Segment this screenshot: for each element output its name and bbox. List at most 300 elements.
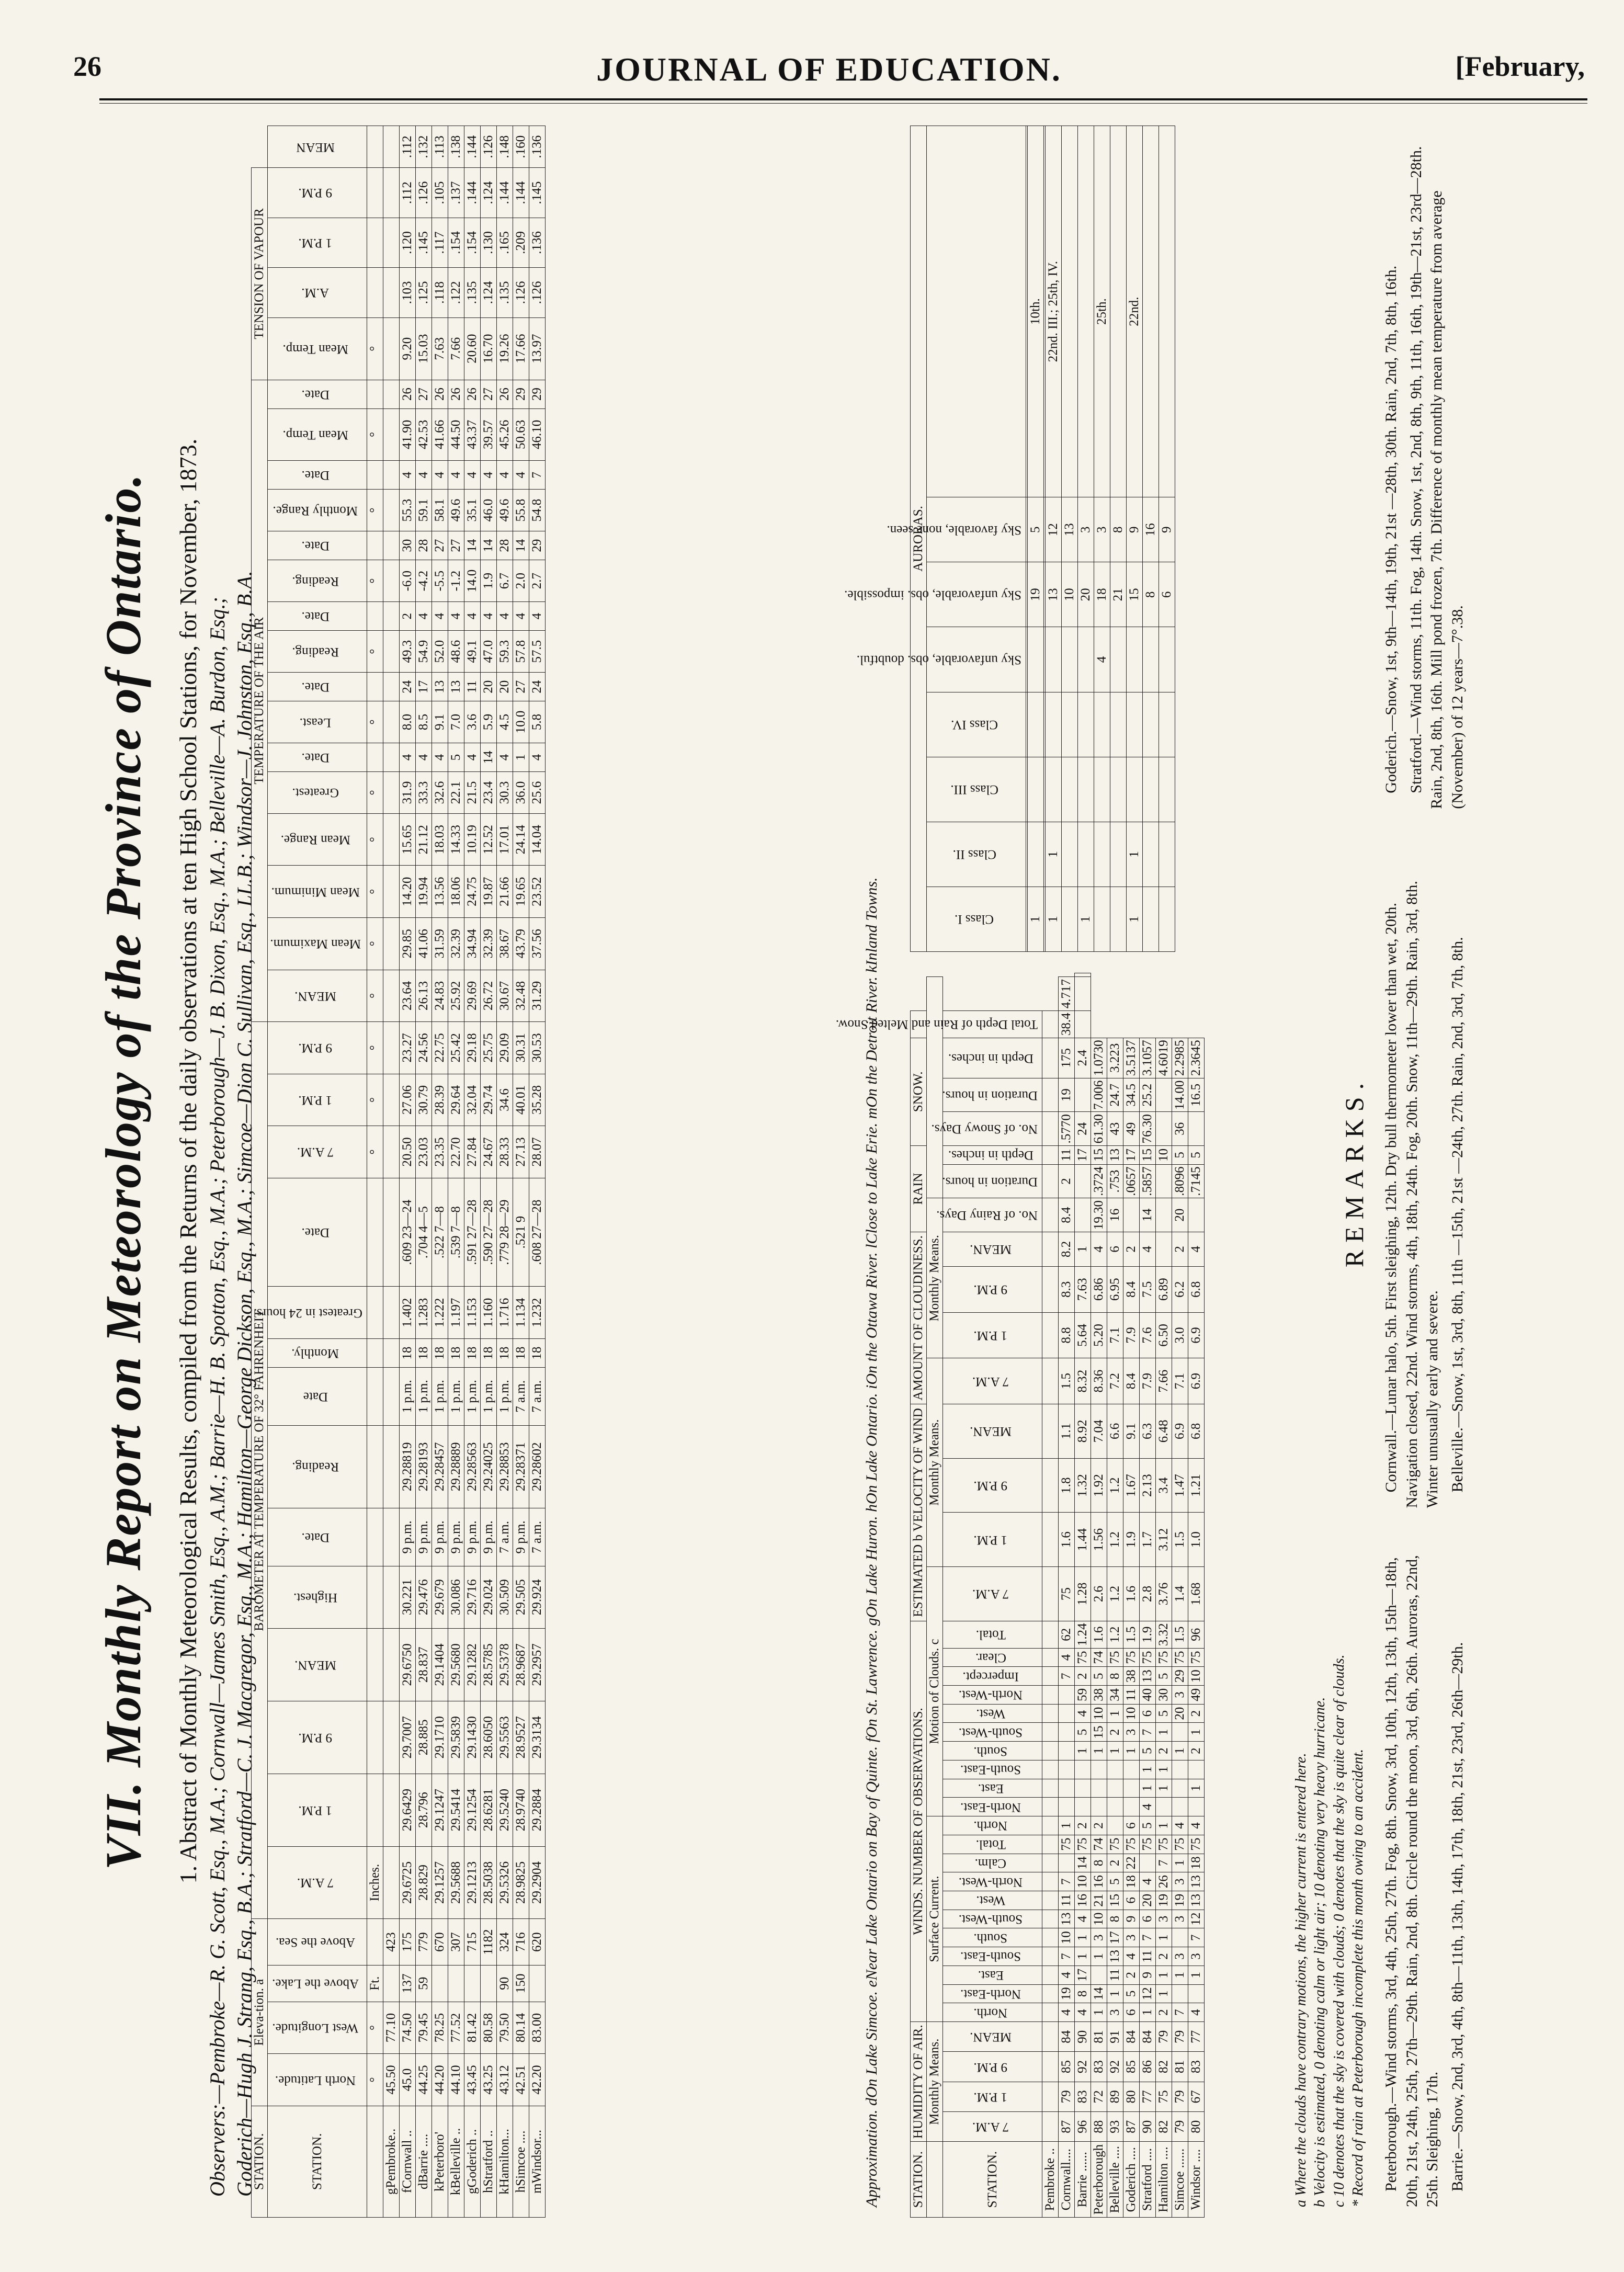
aurora-cell xyxy=(1110,627,1127,692)
upper-cell xyxy=(383,1628,400,1701)
upper-col-header xyxy=(268,1178,367,1287)
lower-cell: 84 xyxy=(1140,2022,1156,2052)
lower-cell: 10 xyxy=(1156,1146,1172,1165)
upper-col-header xyxy=(268,1425,367,1508)
upper-cell xyxy=(383,1022,400,1074)
lower-cell: 4 xyxy=(1059,1648,1075,1667)
upper-cell: 40.01 xyxy=(513,1074,529,1126)
lower-cell: 75 xyxy=(1107,1648,1123,1667)
lower-cell: 1.32 xyxy=(1075,1458,1091,1513)
lower-cell: 80 xyxy=(1123,2082,1140,2111)
lower-cell: 7 xyxy=(1156,1854,1172,1872)
upper-col-header xyxy=(268,1919,367,1965)
upper-cell: 10.19 xyxy=(464,813,481,866)
upper-col-header xyxy=(268,1566,367,1628)
lower-col-label: MEAN. xyxy=(970,1424,1012,1439)
lower-col-header xyxy=(943,1404,1042,1459)
lower-cell: 7 xyxy=(1140,1723,1156,1742)
lower-col-label: West. xyxy=(976,1893,1005,1908)
upper-col-header xyxy=(268,1508,367,1566)
aurora-row xyxy=(1028,126,1044,952)
lower-col-header xyxy=(943,1854,1042,1872)
aurora-row xyxy=(1143,126,1159,952)
lower-cell: 19 xyxy=(1172,1891,1188,1910)
upper-row xyxy=(416,126,432,2218)
lower-cell: 86 xyxy=(1140,2052,1156,2082)
lower-cell: 7.2 xyxy=(1107,1358,1123,1404)
aurora-col-label: Class III. xyxy=(950,782,998,797)
upper-cell xyxy=(383,631,400,673)
upper-cell: .126 xyxy=(529,268,546,317)
upper-cell: 1.283 xyxy=(416,1287,432,1339)
upper-cell: 4 xyxy=(529,602,546,631)
lower-cell: 1.2 xyxy=(1107,1513,1123,1567)
lower-group-header: ESTIMATED b VELOCITY OF WIND xyxy=(911,1404,927,1621)
lower-cell: 1.5 xyxy=(1123,1621,1140,1648)
lower-cell: 79 xyxy=(1059,2082,1075,2111)
upper-cell: .136 xyxy=(529,218,546,267)
lower-cell: 4 xyxy=(1059,2003,1075,2022)
upper-cell xyxy=(383,918,400,970)
aurora-cell xyxy=(1062,887,1078,951)
upper-cell: 27 xyxy=(432,531,448,560)
upper-units-cell: ° xyxy=(367,2054,383,2106)
lower-cell: 2.4 xyxy=(1075,1038,1091,1078)
upper-cell: 4 xyxy=(400,461,416,490)
upper-col-label: 1 P.M. xyxy=(298,235,333,250)
lower-cell: .753 xyxy=(1107,1164,1123,1198)
lower-col-header xyxy=(943,1232,1042,1266)
upper-cell: .209 xyxy=(513,218,529,267)
upper-cell: 18 xyxy=(513,1339,529,1368)
aurora-col-label: Sky unfavorable, obs. doubtful. xyxy=(856,653,1021,667)
upper-cell: .144 xyxy=(513,168,529,218)
upper-cell: 29.6750 xyxy=(400,1628,416,1701)
lower-col-header xyxy=(943,2052,1042,2082)
lower-cell: 5 xyxy=(1091,1667,1107,1686)
upper-header-row xyxy=(268,126,367,2218)
lower-cell xyxy=(1042,1966,1059,1984)
upper-cell: 18 xyxy=(497,1339,513,1368)
upper-cell: 21.5 xyxy=(464,772,481,814)
aurora-date-cell xyxy=(1159,126,1175,497)
upper-cell xyxy=(383,1508,400,1566)
lower-cell xyxy=(1172,1984,1188,2003)
upper-cell: 24.67 xyxy=(481,1126,497,1178)
lower-cell: 2 xyxy=(1156,2003,1172,2022)
lower-cell: 5.64 xyxy=(1075,1312,1091,1358)
lower-col-label: 9 P.M. xyxy=(973,1479,1008,1493)
upper-cell: 27.84 xyxy=(464,1126,481,1178)
upper-units-cell xyxy=(367,2106,383,2217)
lower-cell: 8.92 xyxy=(1075,1404,1091,1459)
upper-units-cell xyxy=(367,218,383,267)
upper-cell: 29.5563 xyxy=(497,1701,513,1774)
aurora-cell: 19 xyxy=(1028,562,1044,627)
aurora-cell xyxy=(1094,887,1110,951)
upper-col-header xyxy=(268,673,367,701)
lower-cell: 4 xyxy=(1172,1816,1188,1835)
upper-cell: 1.402 xyxy=(400,1287,416,1339)
upper-cell: 45.0 xyxy=(400,2054,416,2106)
lower-cell: 83 xyxy=(1091,2052,1107,2082)
aurora-cell xyxy=(1143,887,1159,951)
lower-station-cell: Pembroke .. xyxy=(1042,2142,1059,2218)
lower-cell: 79 xyxy=(1172,2022,1188,2052)
lower-cell: 75 xyxy=(1188,1835,1205,1854)
upper-station-cell: hSimcoe .... xyxy=(513,2106,529,2217)
upper-units-row xyxy=(367,126,383,2218)
upper-col-header xyxy=(268,380,367,408)
upper-units-cell xyxy=(367,673,383,701)
lower-cell: 17 xyxy=(1107,1928,1123,1947)
lower-cell: 2 xyxy=(1091,1816,1107,1835)
lower-col-label: South-East. xyxy=(960,1949,1021,1964)
lower-cell: 1 xyxy=(1091,1947,1107,1966)
upper-cell: .122 xyxy=(448,268,464,317)
upper-cell: 7.66 xyxy=(448,317,464,380)
lower-cell: 82 xyxy=(1156,2052,1172,2082)
upper-cell: 25.75 xyxy=(481,1022,497,1074)
upper-units-cell xyxy=(367,1566,383,1628)
lower-cell xyxy=(1123,1198,1140,1232)
lower-col-header xyxy=(943,1704,1042,1723)
upper-cell: 77.10 xyxy=(383,2002,400,2054)
upper-cell: 29.28563 xyxy=(464,1425,481,1508)
upper-cell: 24.56 xyxy=(416,1022,432,1074)
lower-cell xyxy=(1042,1891,1059,1910)
upper-cell: 4 xyxy=(416,602,432,631)
lower-cell xyxy=(1188,1984,1205,2003)
upper-col-label: Date. xyxy=(301,1530,330,1544)
lower-cell: 2 xyxy=(1075,1816,1091,1835)
upper-cell: 3.6 xyxy=(464,701,481,743)
lower-cell: 6.9 xyxy=(1188,1358,1205,1404)
upper-units-cell: ° xyxy=(367,1074,383,1126)
upper-cell: 28.829 xyxy=(416,1846,432,1919)
lower-cell: 20 xyxy=(1172,1704,1188,1723)
lower-cell: 6.3 xyxy=(1140,1404,1156,1459)
lower-cell xyxy=(1042,1928,1059,1947)
lower-col-label: 1 P.M. xyxy=(973,1532,1008,1547)
lower-row xyxy=(1172,973,1188,2218)
lower-cell xyxy=(1042,1910,1059,1928)
lower-cell xyxy=(1042,1742,1059,1760)
upper-cell: 29.1254 xyxy=(464,1774,481,1846)
lower-cell: 6 xyxy=(1140,1704,1156,1723)
aurora-group-header: AURORAS. xyxy=(911,126,927,952)
page-number: 26 xyxy=(73,51,101,82)
lower-cell: 75 xyxy=(1156,1648,1172,1667)
aurora-col-label: Class IV. xyxy=(951,718,998,732)
lower-cell xyxy=(1123,1798,1140,1816)
upper-cell: 28.07 xyxy=(529,1126,546,1178)
lower-col-label: North-West. xyxy=(958,1688,1023,1702)
upper-cell: 1.222 xyxy=(432,1287,448,1339)
lower-cell: 13 xyxy=(1140,1667,1156,1686)
lower-cell: 87 xyxy=(1059,2112,1075,2142)
upper-cell: 17 xyxy=(416,673,432,701)
lower-col-header xyxy=(943,1458,1042,1513)
lower-col-label: North. xyxy=(973,2005,1008,2020)
lower-cell: 3 xyxy=(1172,1910,1188,1928)
lower-col-header xyxy=(943,1266,1042,1312)
lower-col-header xyxy=(943,1742,1042,1760)
lower-cell: 49 xyxy=(1188,1686,1205,1705)
lower-col-header xyxy=(943,1648,1042,1667)
upper-col-label: Reading. xyxy=(292,644,339,659)
upper-cell: 20 xyxy=(497,673,513,701)
upper-col-header xyxy=(268,1022,367,1074)
lower-cell: 19 xyxy=(1059,1078,1075,1112)
lower-cell xyxy=(1042,1404,1059,1459)
running-head xyxy=(73,50,1585,113)
lower-col-label: Duration in hours. xyxy=(942,1088,1038,1103)
upper-cell: 27 xyxy=(448,531,464,560)
upper-col-label: Reading. xyxy=(292,574,339,588)
upper-col-label: Date. xyxy=(301,609,330,624)
upper-col-label: 1 P.M. xyxy=(298,1093,333,1107)
upper-units-cell xyxy=(367,168,383,218)
lower-cell: 75 xyxy=(1156,1835,1172,1854)
lower-cell: 3.32 xyxy=(1156,1621,1172,1648)
aurora-col-header xyxy=(927,757,1026,822)
upper-units-cell xyxy=(367,1628,383,1701)
upper-col-label: West Longitude. xyxy=(272,2021,359,2035)
lower-subgroup-header: Monthly Means. xyxy=(927,1358,943,1567)
lower-cell: 1.0 xyxy=(1188,1513,1205,1567)
upper-cell: 17.01 xyxy=(497,813,513,866)
lower-cell: 8.2 xyxy=(1059,1232,1075,1266)
upper-cell: 18 xyxy=(529,1339,546,1368)
aurora-cell: 18 xyxy=(1094,562,1110,627)
aurora-col-header xyxy=(844,562,1026,627)
upper-cell: 81.42 xyxy=(464,2002,481,2054)
lower-cell: 7.1 xyxy=(1107,1312,1123,1358)
upper-cell: 28.6050 xyxy=(481,1701,497,1774)
aurora-cell: 1 xyxy=(1127,887,1143,951)
aurora-cell: 4 xyxy=(1094,627,1110,692)
lower-cell: 19 xyxy=(1156,1891,1172,1910)
lower-cell xyxy=(1042,1513,1059,1567)
lower-cell: 1.7 xyxy=(1140,1513,1156,1567)
upper-cell: 16.70 xyxy=(481,317,497,380)
lower-cell: 75 xyxy=(1172,1648,1188,1667)
upper-cell: 30.53 xyxy=(529,1022,546,1074)
upper-cell: 30.67 xyxy=(497,970,513,1022)
lower-cell: 1 xyxy=(1075,1928,1091,1947)
upper-cell xyxy=(383,813,400,866)
aurora-date-cell xyxy=(1062,126,1078,497)
upper-row xyxy=(448,126,464,2218)
lower-cell: 1 xyxy=(1156,1928,1172,1947)
lower-cell: 20 xyxy=(1140,1891,1156,1910)
lower-col-label: East. xyxy=(978,1781,1004,1796)
upper-col-label: MEAN. xyxy=(294,989,336,1003)
upper-cell: 27 xyxy=(416,380,432,408)
lower-col-label: South. xyxy=(973,1930,1008,1945)
lower-cell: 21 xyxy=(1091,1891,1107,1910)
lower-cell: 5 xyxy=(1107,1872,1123,1891)
lower-cell: 6.9 xyxy=(1188,1312,1205,1358)
upper-col-label: 7 A.M. xyxy=(297,1876,334,1890)
aurora-col-header xyxy=(856,627,1026,692)
lower-cell xyxy=(1042,1038,1059,1078)
upper-cell: 2.7 xyxy=(529,560,546,602)
upper-cell: 4 xyxy=(497,602,513,631)
upper-cell: 79.45 xyxy=(416,2002,432,2054)
upper-cell: .165 xyxy=(497,218,513,267)
lower-cell: 10 xyxy=(1091,1704,1107,1723)
upper-cell: 49.1 xyxy=(464,631,481,673)
upper-cell: 34.6 xyxy=(497,1074,513,1126)
upper-cell: 30.221 xyxy=(400,1566,416,1628)
upper-cell: 24.83 xyxy=(432,970,448,1022)
lower-col-label: 7 A.M. xyxy=(972,2120,1009,2134)
upper-cell: .704 4—5 xyxy=(416,1178,432,1287)
lower-cell xyxy=(1042,1648,1059,1667)
lower-row xyxy=(1042,973,1059,2218)
lower-cell xyxy=(1156,1798,1172,1816)
lower-cell: 1 xyxy=(1156,1779,1172,1798)
lower-cell: 3.76 xyxy=(1156,1567,1172,1621)
upper-cell: .539 7—8 xyxy=(448,1178,464,1287)
lower-cell: 5 xyxy=(1156,1667,1172,1686)
lower-cell: 1.8 xyxy=(1059,1458,1075,1513)
upper-cell: .112 xyxy=(400,168,416,218)
upper-col-label: Least. xyxy=(299,715,332,730)
lower-col-label: North-East. xyxy=(960,1986,1021,2001)
upper-cell: 46.0 xyxy=(481,490,497,531)
upper-cell xyxy=(383,743,400,771)
lower-cell xyxy=(1107,1798,1123,1816)
upper-cell: 29.5378 xyxy=(497,1628,513,1701)
lower-col-header xyxy=(943,1835,1042,1854)
upper-cell: 52.0 xyxy=(432,631,448,673)
upper-cell: 4 xyxy=(464,602,481,631)
lower-cell: 19.30 xyxy=(1091,1198,1107,1232)
upper-units-cell: ° xyxy=(367,970,383,1022)
lower-cell: 22 xyxy=(1123,1854,1140,1872)
lower-cell: 87 xyxy=(1123,2112,1140,2142)
upper-cell: 21.12 xyxy=(416,813,432,866)
section-heading xyxy=(173,115,258,2228)
lower-cell: 1.47 xyxy=(1172,1458,1188,1513)
lower-col-label: West. xyxy=(976,1707,1005,1721)
lower-cell xyxy=(1140,1854,1156,1872)
lower-cell xyxy=(1156,1112,1172,1146)
lower-cell: 93 xyxy=(1107,2112,1123,2142)
aurora-cell xyxy=(1062,822,1078,887)
lower-col-header xyxy=(943,1966,1042,1984)
lower-group-header: SNOW. xyxy=(911,1038,927,1145)
lower-cell: 13 xyxy=(1188,1872,1205,1891)
upper-cell: 1.716 xyxy=(497,1287,513,1339)
upper-units-cell: Inches. xyxy=(367,1846,383,1919)
lower-cell: 82 xyxy=(1156,2112,1172,2142)
lower-cell: 10 xyxy=(1123,1704,1140,1723)
upper-cell: 29.924 xyxy=(529,1566,546,1628)
aurora-cell xyxy=(1028,757,1044,822)
upper-cell: 423 xyxy=(383,1919,400,1965)
upper-cell: 29.1404 xyxy=(432,1628,448,1701)
lower-cell: 1.28 xyxy=(1075,1567,1091,1621)
lower-cell xyxy=(1042,1835,1059,1854)
upper-col-label: Monthly Range. xyxy=(272,503,358,518)
aurora-cell xyxy=(1127,757,1143,822)
lower-cell xyxy=(1188,1112,1205,1146)
aurora-cell xyxy=(1078,627,1094,692)
upper-cell: .126 xyxy=(481,126,497,168)
lower-group-row xyxy=(911,973,927,2218)
lower-cell xyxy=(1156,1232,1172,1266)
upper-cell: 4.5 xyxy=(497,701,513,743)
upper-cell: 29 xyxy=(529,531,546,560)
lower-cell: 6 xyxy=(1107,1232,1123,1266)
lower-cell xyxy=(1091,1966,1107,1984)
aurora-table xyxy=(844,126,1175,952)
lower-cell: 6.95 xyxy=(1107,1266,1123,1312)
lower-cell: 91 xyxy=(1107,2022,1123,2052)
upper-units-cell: ° xyxy=(367,2002,383,2054)
lower-cell: 9 xyxy=(1123,1910,1140,1928)
lower-cell: 12 xyxy=(1140,1984,1156,2003)
upper-col-header xyxy=(268,970,367,1022)
upper-cell: 42.53 xyxy=(416,408,432,461)
lower-col-header xyxy=(943,1816,1042,1835)
aurora-cell xyxy=(1062,692,1078,757)
lower-cell: .5857 xyxy=(1140,1164,1156,1198)
lower-cell: 9.1 xyxy=(1123,1404,1140,1459)
aurora-cell xyxy=(1159,757,1175,822)
upper-col-header xyxy=(268,531,367,560)
aurora-cell xyxy=(1143,822,1159,887)
upper-cell: 7 a.m. xyxy=(513,1368,529,1425)
lower-cell: 18 xyxy=(1188,1854,1205,1872)
upper-units-cell xyxy=(367,602,383,631)
upper-cell: 43.12 xyxy=(497,2054,513,2106)
lower-cell: 11 xyxy=(1059,1891,1075,1910)
lower-station-cell: Belleville .... xyxy=(1107,2142,1123,2218)
lower-cell: 2.2985 xyxy=(1172,1038,1188,1078)
upper-units-cell xyxy=(367,531,383,560)
lower-station-cell: Barrie ...... xyxy=(1075,2142,1091,2218)
lower-col-header xyxy=(943,2022,1042,2052)
upper-cell: 4 xyxy=(400,743,416,771)
lower-cell: .5770 xyxy=(1059,1112,1075,1146)
lower-cell: 34.5 xyxy=(1123,1078,1140,1112)
upper-cell: 6.7 xyxy=(497,560,513,602)
aurora-col-header xyxy=(927,887,1026,951)
lower-cell: 4 xyxy=(1075,2003,1091,2022)
upper-cell: 19.94 xyxy=(416,866,432,918)
aurora-cell xyxy=(1143,692,1159,757)
upper-col-label: North Latitude. xyxy=(275,2073,356,2087)
upper-cell: 49.6 xyxy=(448,490,464,531)
upper-col-header xyxy=(268,560,367,602)
upper-cell: 1.197 xyxy=(448,1287,464,1339)
lower-cell: 62 xyxy=(1059,1621,1075,1648)
upper-cell: 2.0 xyxy=(513,560,529,602)
lower-cell: .0657 xyxy=(1123,1164,1140,1198)
lower-cell: 8 xyxy=(1107,1667,1123,1686)
upper-cell: 26 xyxy=(432,380,448,408)
lower-cell: 2 xyxy=(1107,1723,1123,1742)
upper-col-header xyxy=(268,126,367,168)
upper-cell: 29.74 xyxy=(481,1074,497,1126)
aurora-cell: 8 xyxy=(1110,497,1127,562)
lower-cell: 2 xyxy=(1172,1232,1188,1266)
